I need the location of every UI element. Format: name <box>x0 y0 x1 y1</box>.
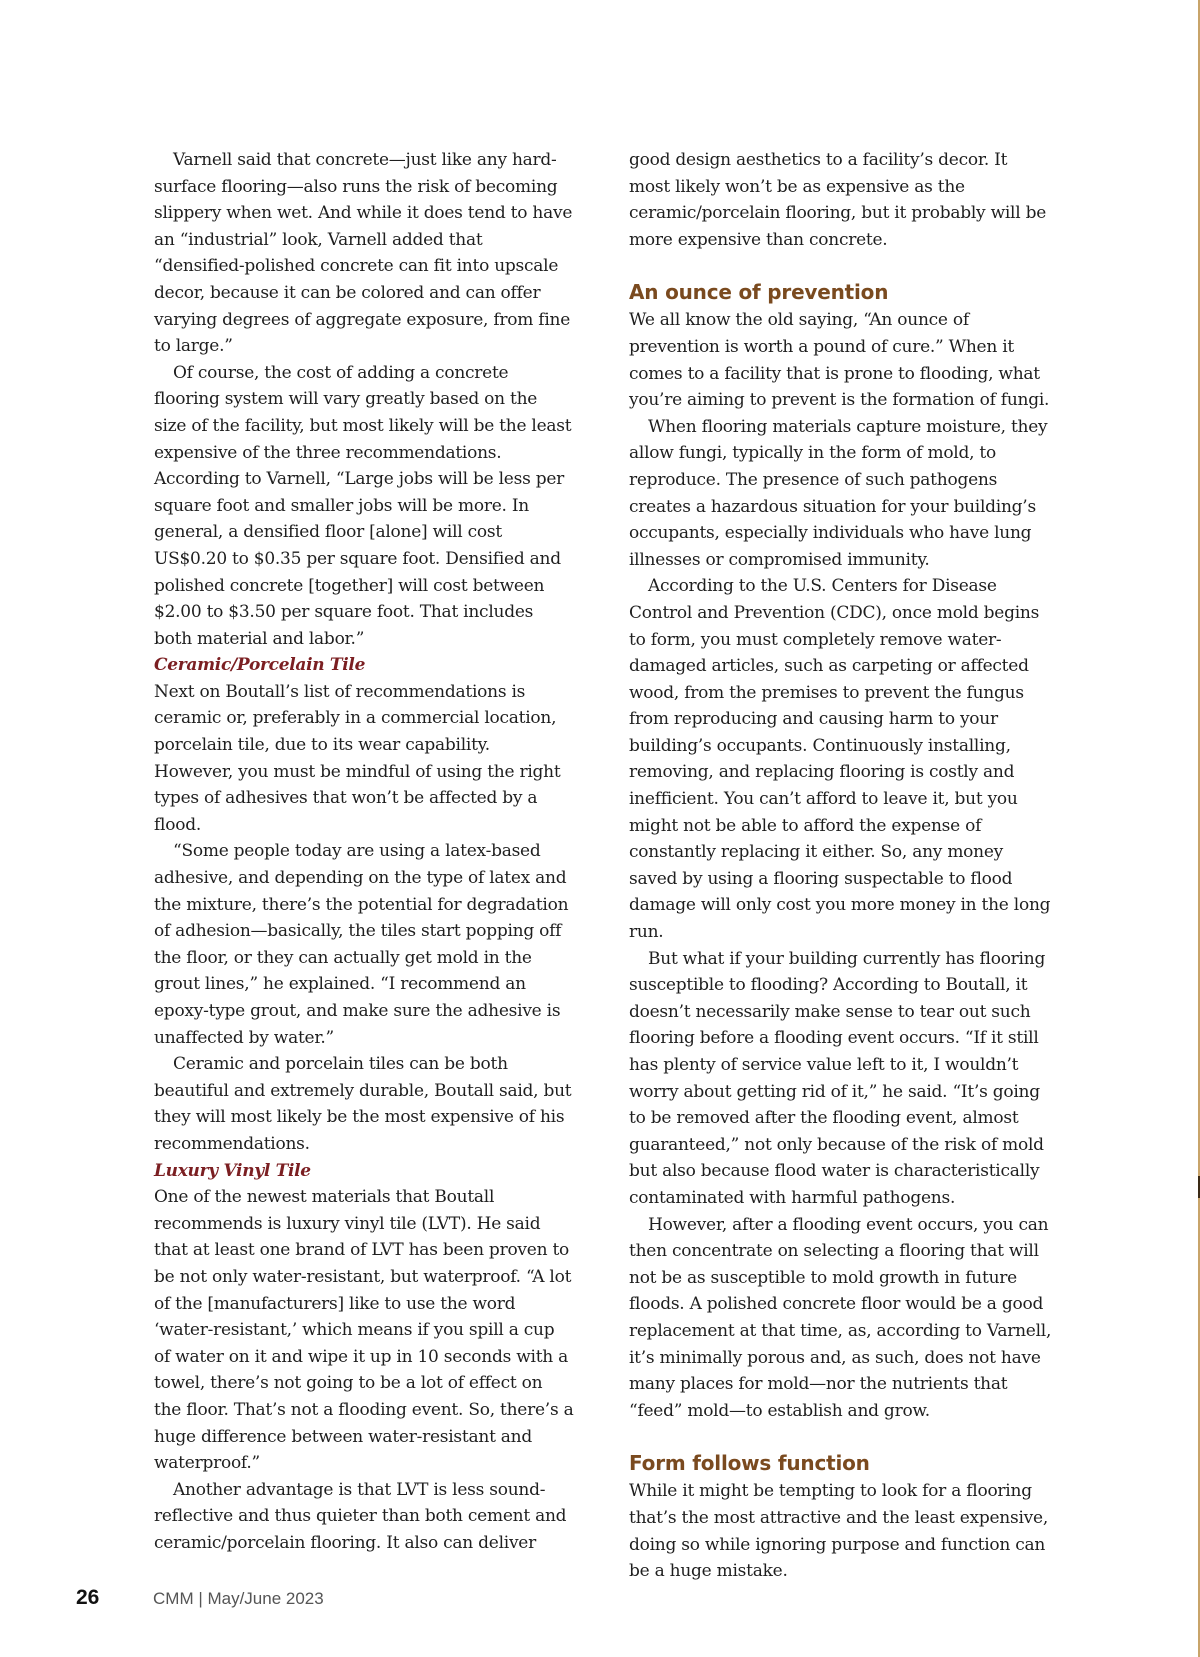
body-paragraph: good design aesthetics to a facility’s decor. It most likely won’t be as expensive as the ceramic/porcelain flooring, but it probably will be more expensive than concrete. <box>629 150 1047 250</box>
body-paragraph: One of the newest materials that Boutall recommends is luxury vinyl tile (LVT). He said that at least one brand of LVT has been proven to be not only water-resistant, but waterproof. “A lot of the [manufacturers] like to use the word ‘water-resistant,’ which means if you spill a cup of water on it and wipe it up in 10 seconds with a towel, there’s not going to be a lot of effect on the floor. That’s not a flooding event. So, there’s a huge difference between water-resistant and waterproof.” <box>154 1187 574 1474</box>
section-heading-form-follows-function: Form follows function <box>629 1451 870 1476</box>
page-number: 26 <box>76 1586 100 1609</box>
section-heading-prevention: An ounce of prevention <box>629 280 889 305</box>
left-column <box>154 147 574 1556</box>
page-footer <box>76 1587 324 1610</box>
body-paragraph: Ceramic and porcelain tiles can be both beautiful and extremely durable, Boutall said, but they will most likely be the most expensive of his recommendations. <box>154 1054 572 1154</box>
publication-issue: CMM | May/June 2023 <box>153 1589 324 1608</box>
body-paragraph: “Some people today are using a latex-based adhesive, and depending on the type of latex and the mixture, there’s the potential for degradation of adhesion—basically, the tiles start popping off the floor, or they can actually get mold in the grout lines,” he explained. “I recommend an epoxy-type grout, and make sure the adhesive is unaffected by water.” <box>154 841 569 1048</box>
body-paragraph: When flooring materials capture moisture, they allow fungi, typically in the form of mold, to reproduce. The presence of such pathogens creates a hazardous situation for your building’s occupants, especially individuals who have lung illnesses or compromised immunity. <box>629 416 1048 570</box>
body-paragraph: Next on Boutall’s list of recommendations is ceramic or, preferably in a commercial location, porcelain tile, due to its wear capability. However, you must be mindful of using the right types of adhesives that won’t be affected by a flood. <box>154 681 561 835</box>
right-column <box>629 147 1052 1585</box>
body-paragraph: Another advantage is that LVT is less sound-reflective and thus quieter than both cement and ceramic/porcelain flooring. It also can deliver <box>154 1479 567 1553</box>
body-paragraph: However, after a flooding event occurs, you can then concentrate on selecting a flooring that will not be as susceptible to mold growth in future floods. A polished concrete floor would be a good replacement at that time, as, according to Varnell, it’s minimally porous and, as such, does not have many places for mold—nor the nutrients that “feed” mold—to establish and grow. <box>629 1214 1052 1421</box>
body-paragraph: But what if your building currently has flooring susceptible to flooding? According to Boutall, it doesn’t necessarily make sense to tear out such flooring before a flooding event occurs. “If it still has plenty of service value left to it, I wouldn’t worry about getting rid of it,” he said. “It’s going to be removed after the flooding event, almost guaranteed,” not only because of the risk of mold but also because flood water is characteristically contaminated with harmful pathogens. <box>629 948 1046 1208</box>
body-paragraph: We all know the old saying, “An ounce of prevention is worth a pound of cure.” When it comes to a facility that is prone to flooding, what you’re aiming to prevent is the formation of fungi. <box>629 310 1050 411</box>
subhead-luxury-vinyl-tile: Luxury Vinyl Tile <box>154 1160 311 1181</box>
body-paragraph: Of course, the cost of adding a concrete flooring system will vary greatly based on the size of the facility, but most likely will be the least expensive of the three recommendations. According to Varnell, “Large jobs will be less per square foot and smaller jobs will be more. In general, a densified floor [alone] will cost US$0.20 to $0.35 per square foot. Densified and polished concrete [together] will cost between $2.00 to $3.50 per square foot. That includes both material and labor.” <box>154 362 572 649</box>
subhead-ceramic-porcelain-tile: Ceramic/Porcelain Tile <box>154 655 366 676</box>
body-paragraph: Varnell said that concrete—just like any hard-surface flooring—also runs the risk of becoming slippery when wet. And while it does tend to have an “industrial” look, Varnell added that “densified-polished concrete can fit into upscale decor, because it can be colored and can offer varying degrees of aggregate exposure, from fine to large.” <box>154 150 573 357</box>
body-paragraph: According to the U.S. Centers for Disease Control and Prevention (CDC), once mold begins to form, you must completely remove water-damaged articles, such as carpeting or affected wood, from the premises to prevent the fungus from reproducing and causing harm to your building’s occupants. Continuously installing, removing, and replacing flooring is costly and inefficient. You can’t afford to leave it, but you might not be able to afford the expense of constantly replacing it either. So, any money saved by using a flooring suspectable to flood damage will only cost you more money in the long run. <box>629 576 1051 943</box>
body-paragraph: While it might be tempting to look for a flooring that’s the most attractive and the least expensive, doing so while ignoring purpose and function can be a huge mistake. <box>629 1481 1048 1582</box>
